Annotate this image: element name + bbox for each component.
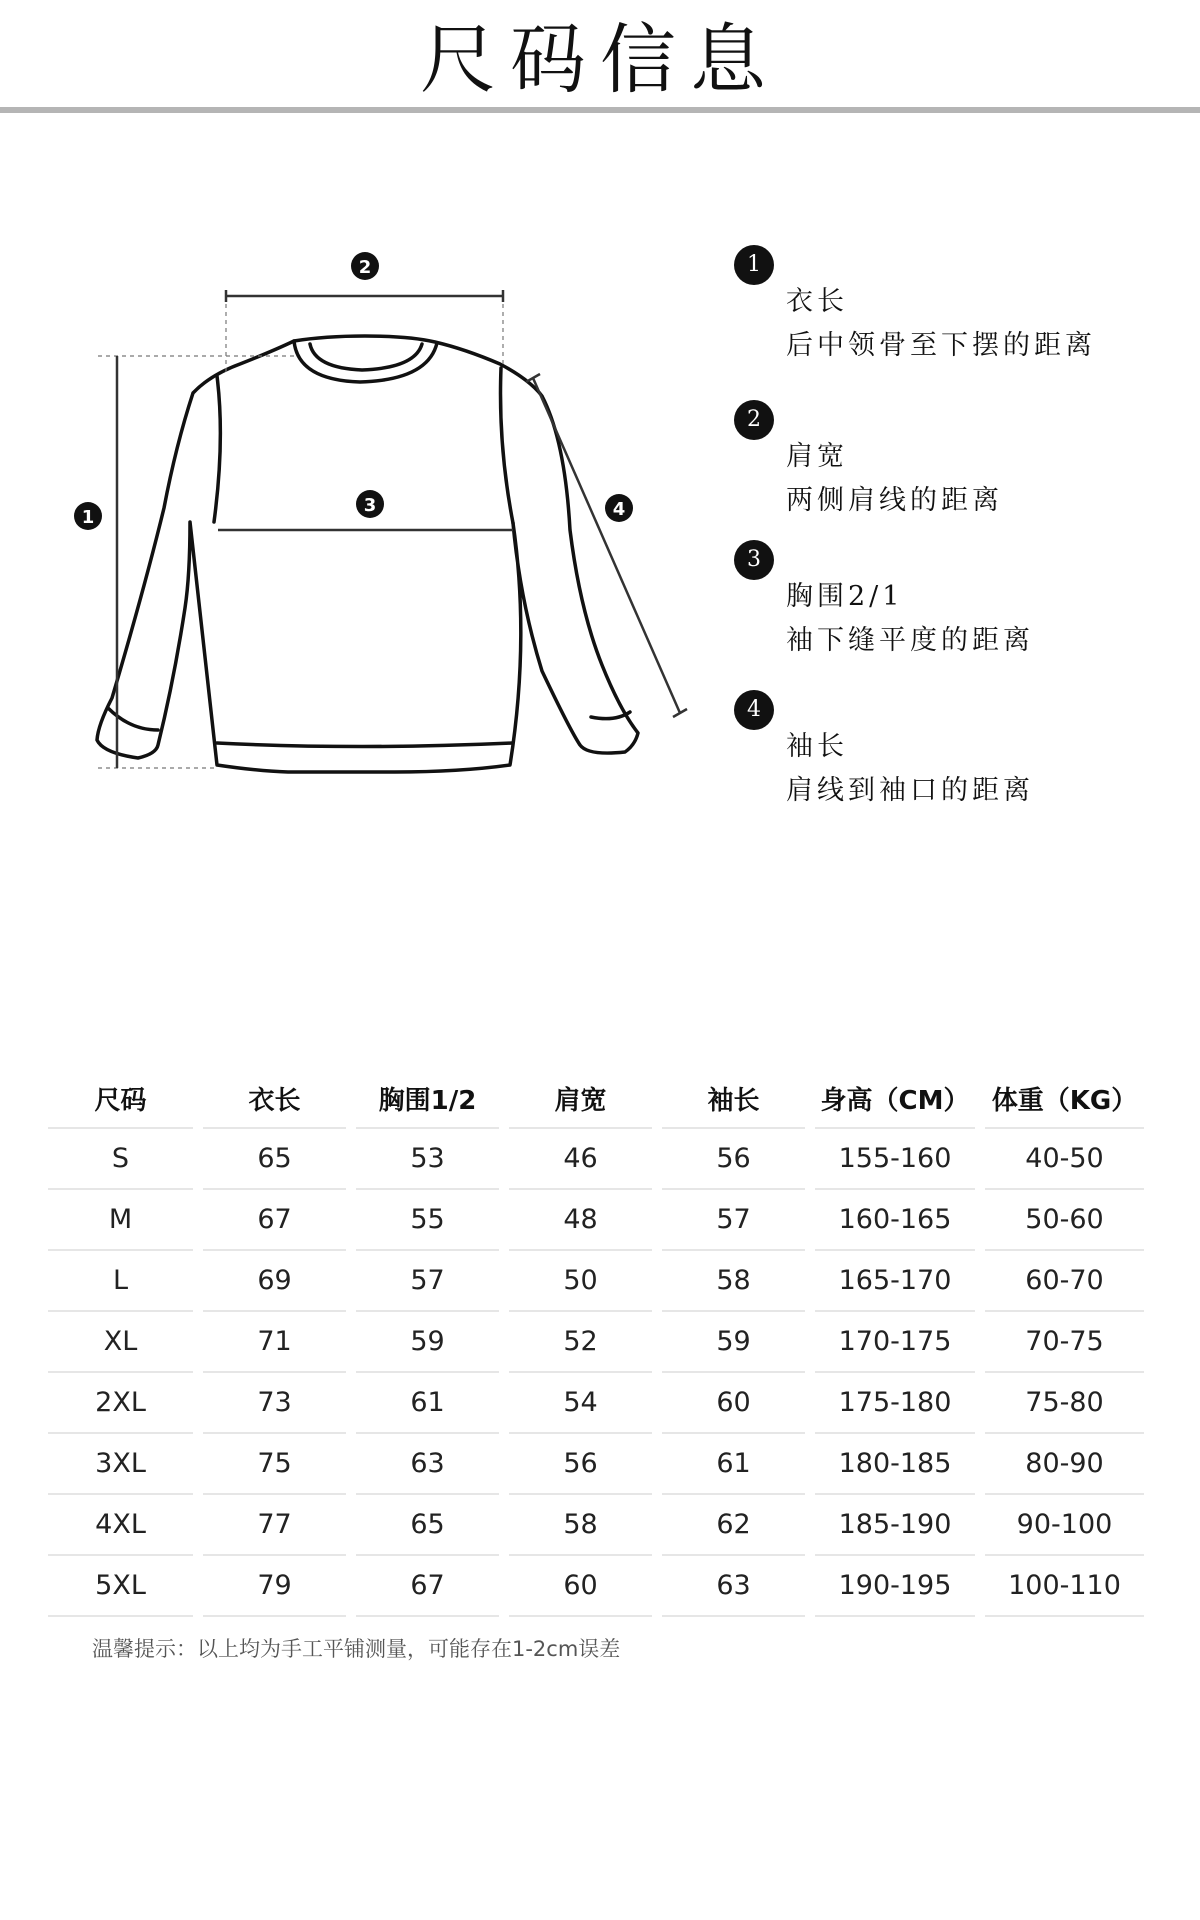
size-table-body: [48, 1129, 1144, 1617]
table-cell: 58: [662, 1251, 805, 1312]
page-title: 尺码信息: [420, 15, 780, 104]
table-cell: 2XL: [48, 1373, 193, 1434]
column-header: 体重（KG）: [985, 1070, 1144, 1129]
table-cell: 185-190: [815, 1495, 975, 1556]
column-header: 胸围1/2: [356, 1070, 499, 1129]
legend-desc: 两侧肩线的距离: [786, 485, 1003, 516]
svg-text:2: 2: [358, 257, 372, 278]
legend-name: 衣长: [786, 286, 848, 317]
table-row: [48, 1495, 1144, 1556]
svg-text:3: 3: [363, 495, 377, 516]
table-header-row: [48, 1070, 1144, 1129]
table-cell: 50-60: [985, 1190, 1144, 1251]
table-row: [48, 1373, 1144, 1434]
table-cell: 165-170: [815, 1251, 975, 1312]
legend-number-icon: 4: [734, 690, 774, 730]
table-row: [48, 1190, 1144, 1251]
table-cell: 67: [356, 1556, 499, 1617]
table-cell: 50: [509, 1251, 652, 1312]
table-cell: 56: [662, 1129, 805, 1190]
svg-text:4: 4: [612, 499, 626, 520]
table-cell: 155-160: [815, 1129, 975, 1190]
table-cell: 65: [203, 1129, 346, 1190]
size-table: [38, 1070, 1154, 1617]
column-header: 袖长: [662, 1070, 805, 1129]
table-cell: 57: [662, 1190, 805, 1251]
table-cell: 65: [356, 1495, 499, 1556]
table-cell: 60: [662, 1373, 805, 1434]
legend-desc: 袖下缝平度的距离: [786, 625, 1034, 656]
column-header: 衣长: [203, 1070, 346, 1129]
table-cell: 54: [509, 1373, 652, 1434]
table-cell: 62: [662, 1495, 805, 1556]
legend-desc: 后中领骨至下摆的距离: [786, 330, 1096, 361]
table-row: [48, 1251, 1144, 1312]
sleeve-measure-line: [533, 378, 680, 713]
legend-name: 肩宽: [786, 441, 848, 472]
title-divider: [0, 107, 1200, 113]
table-row: [48, 1434, 1144, 1495]
table-cell: 63: [356, 1434, 499, 1495]
sweater-hem-band: [217, 743, 512, 747]
table-cell: 180-185: [815, 1434, 975, 1495]
sweater-left-cuff: [108, 708, 158, 730]
table-cell: 67: [203, 1190, 346, 1251]
column-header: 肩宽: [509, 1070, 652, 1129]
table-cell: 63: [662, 1556, 805, 1617]
table-cell: 59: [662, 1312, 805, 1373]
table-cell: 4XL: [48, 1495, 193, 1556]
table-cell: 190-195: [815, 1556, 975, 1617]
table-cell: 100-110: [985, 1556, 1144, 1617]
table-cell: 79: [203, 1556, 346, 1617]
table-row: [48, 1129, 1144, 1190]
table-cell: S: [48, 1129, 193, 1190]
table-cell: 170-175: [815, 1312, 975, 1373]
legend-number-icon: 3: [734, 540, 774, 580]
table-cell: 3XL: [48, 1434, 193, 1495]
measurement-note: 温馨提示：以上均为手工平铺测量，可能存在1-2cm误差: [92, 1637, 621, 1661]
legend-name: 袖长: [786, 731, 848, 762]
table-cell: 52: [509, 1312, 652, 1373]
table-cell: 56: [509, 1434, 652, 1495]
table-cell: 53: [356, 1129, 499, 1190]
table-cell: 71: [203, 1312, 346, 1373]
table-cell: 59: [356, 1312, 499, 1373]
table-row: [48, 1312, 1144, 1373]
table-cell: 90-100: [985, 1495, 1144, 1556]
table-cell: 75-80: [985, 1373, 1144, 1434]
table-cell: XL: [48, 1312, 193, 1373]
legend-number-icon: 2: [734, 400, 774, 440]
legend-number-icon: 1: [734, 245, 774, 285]
sweater-collar-inner: [310, 344, 422, 370]
table-cell: 175-180: [815, 1373, 975, 1434]
table-cell: 61: [662, 1434, 805, 1495]
column-header: 尺码: [48, 1070, 193, 1129]
table-cell: 57: [356, 1251, 499, 1312]
table-cell: M: [48, 1190, 193, 1251]
table-cell: 58: [509, 1495, 652, 1556]
sweater-collar: [294, 341, 437, 382]
table-cell: 46: [509, 1129, 652, 1190]
svg-text:1: 1: [81, 507, 95, 528]
legend-desc: 肩线到袖口的距离: [786, 775, 1034, 806]
sweater-diagram: [60, 240, 720, 800]
sweater-outline: [97, 336, 638, 772]
table-cell: 61: [356, 1373, 499, 1434]
legend-name: 胸围2/1: [786, 581, 904, 612]
table-cell: 80-90: [985, 1434, 1144, 1495]
table-cell: 48: [509, 1190, 652, 1251]
table-cell: 70-75: [985, 1312, 1144, 1373]
table-cell: 73: [203, 1373, 346, 1434]
table-cell: 75: [203, 1434, 346, 1495]
table-cell: 69: [203, 1251, 346, 1312]
table-cell: 40-50: [985, 1129, 1144, 1190]
table-cell: 60-70: [985, 1251, 1144, 1312]
table-cell: 60: [509, 1556, 652, 1617]
table-cell: 5XL: [48, 1556, 193, 1617]
table-cell: L: [48, 1251, 193, 1312]
table-cell: 55: [356, 1190, 499, 1251]
column-header: 身高（CM）: [815, 1070, 975, 1129]
table-cell: 160-165: [815, 1190, 975, 1251]
table-cell: 77: [203, 1495, 346, 1556]
table-row: [48, 1556, 1144, 1617]
